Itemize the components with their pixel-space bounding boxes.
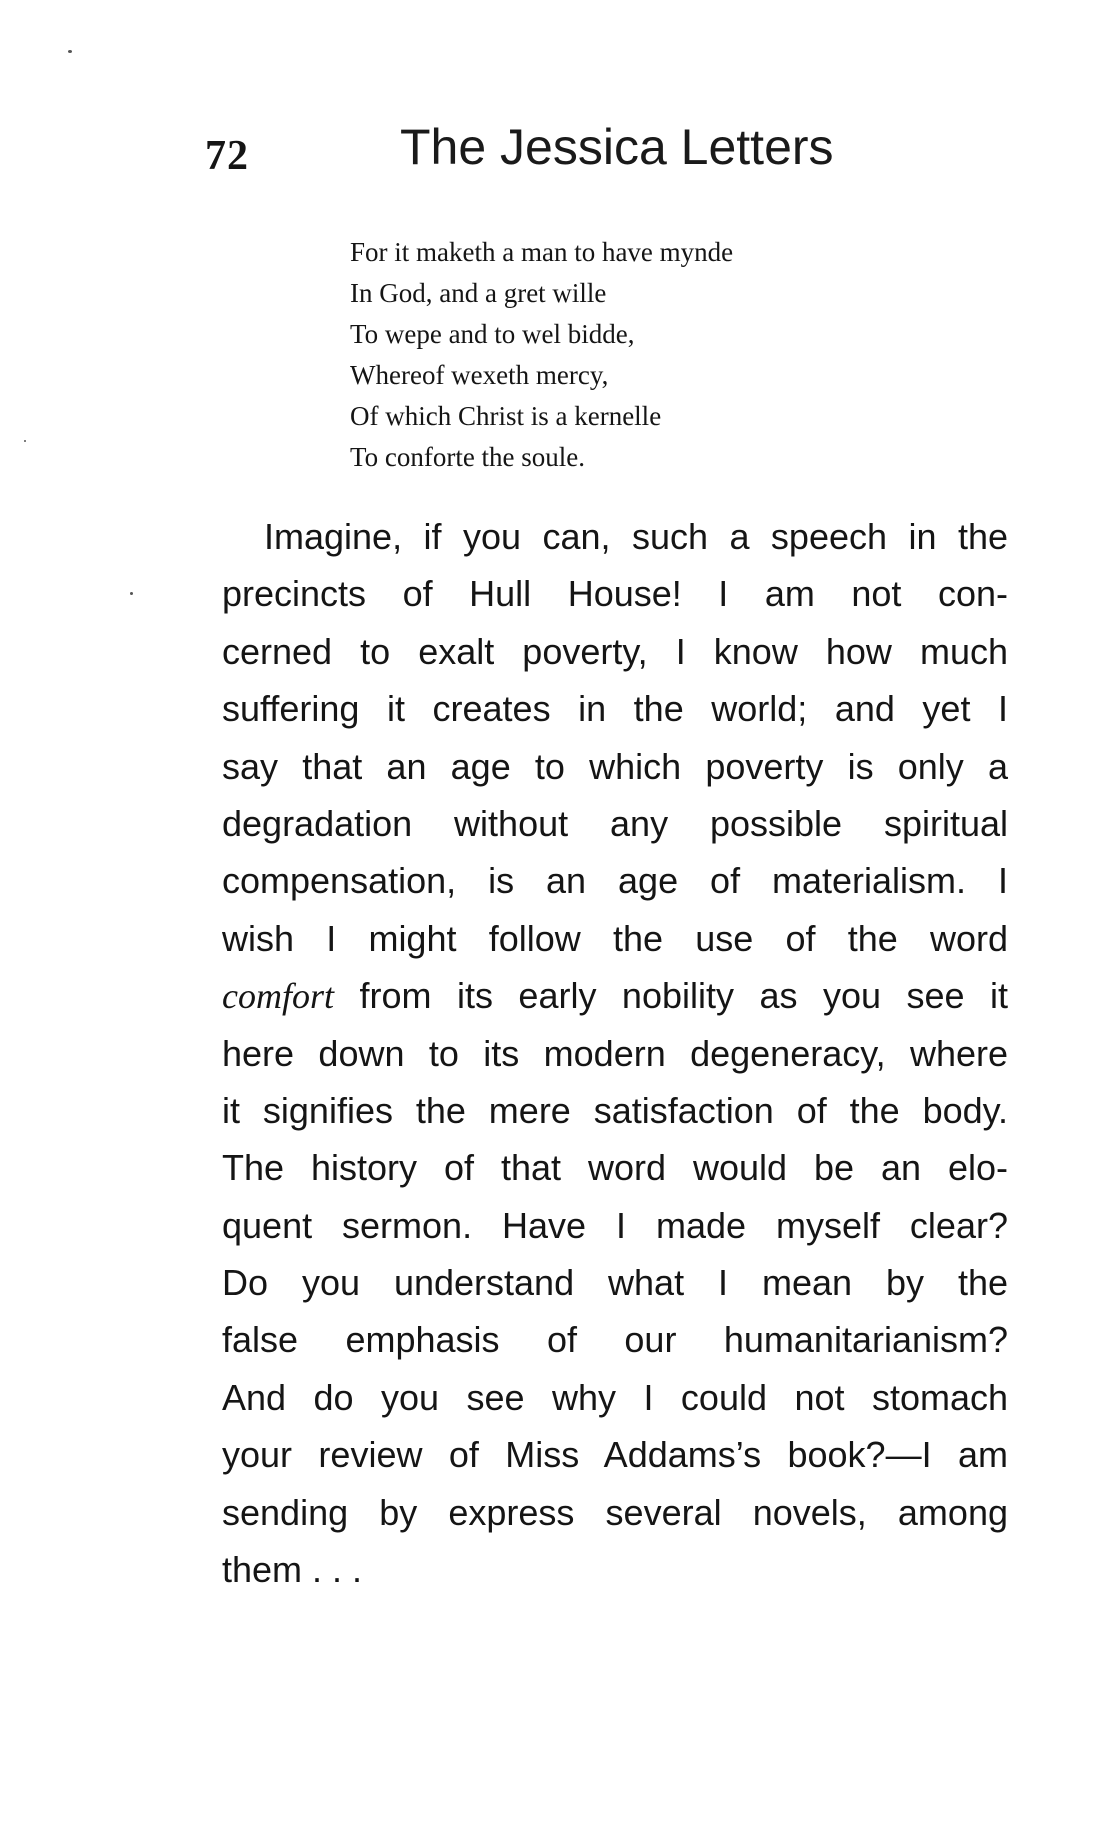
body-line: And do you see why I could not stomach — [222, 1376, 1008, 1418]
body-paragraph — [222, 508, 1008, 1598]
body-line: your review of Miss Addams’s book?—I am — [222, 1434, 1008, 1476]
body-line: Imagine, if you can, such a speech in the — [264, 516, 1008, 557]
running-title: The Jessica Letters — [400, 119, 834, 175]
verse-line: In God, and a gret wille — [350, 278, 607, 308]
page-header — [205, 118, 905, 188]
body-line: wish I might follow the use of the word — [222, 917, 1008, 959]
italic-word: comfort — [222, 976, 334, 1017]
body-line — [222, 967, 1008, 1024]
verse-line: Of which Christ is a kernelle — [350, 401, 662, 431]
scan-speck — [68, 50, 72, 53]
scan-speck — [130, 592, 133, 595]
body-line: precincts of Hull House! I am not con- — [222, 573, 1008, 615]
body-line: sending by express several novels, among — [222, 1491, 1008, 1533]
verse-line: To conforte the soule. — [350, 442, 586, 472]
body-line: here down to its modern degeneracy, where — [222, 1032, 1008, 1074]
body-line: cerned to exalt poverty, I know how much — [222, 630, 1008, 672]
body-line: suffering it creates in the world; and yet I — [222, 688, 1008, 730]
body-line-rest: from its early nobility as you see it — [334, 975, 1008, 1017]
body-line: degradation without any possible spiritual — [222, 802, 1008, 844]
page-number: 72 — [205, 133, 249, 179]
scan-speck — [24, 440, 26, 442]
body-line: it signifies the mere satisfaction of the body. — [222, 1089, 1008, 1131]
verse-line: Whereof wexeth mercy, — [350, 360, 609, 390]
verse-line: To wepe and to wel bidde, — [350, 319, 635, 349]
body-line: Do you understand what I mean by the — [222, 1262, 1008, 1304]
body-line: false emphasis of our humanitarianism? — [222, 1319, 1008, 1361]
body-line: The history of that word would be an elo- — [222, 1147, 1008, 1189]
verse-line: For it maketh a man to have mynde — [350, 237, 734, 267]
body-line: quent sermon. Have I made myself clear? — [222, 1204, 1008, 1246]
body-line: say that an age to which poverty is only a — [222, 745, 1008, 787]
body-line: them . . . — [222, 1549, 363, 1591]
verse-quotation — [350, 232, 910, 478]
body-line: compensation, is an age of materialism. I — [222, 860, 1008, 902]
